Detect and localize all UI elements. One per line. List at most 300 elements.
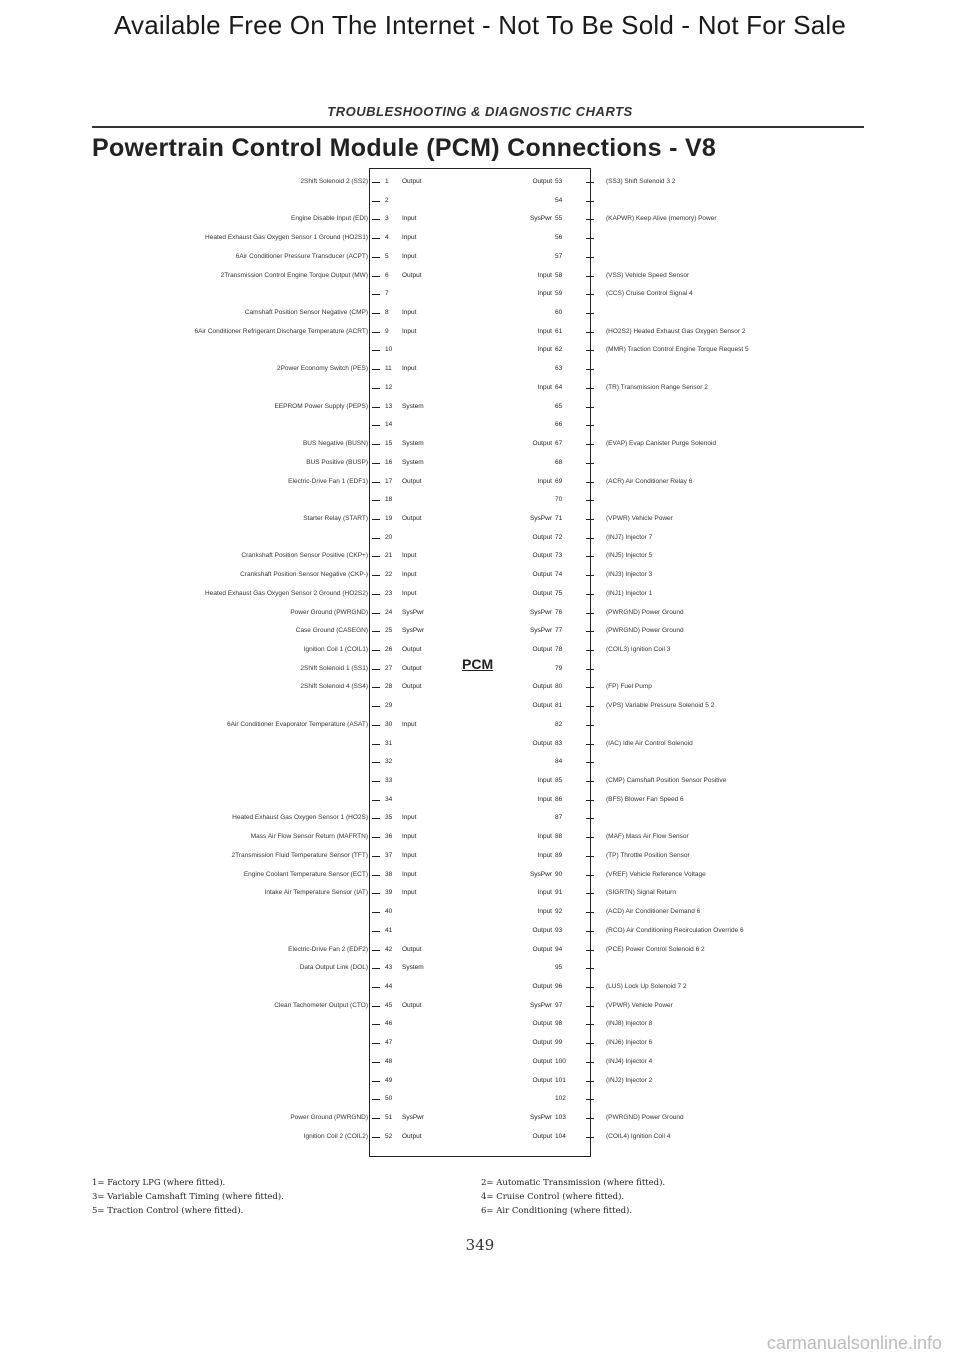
pin-connector-line bbox=[586, 201, 594, 202]
pin-description: EEPROM Power Supply (PEPS) bbox=[274, 402, 368, 410]
pin-number: 65 bbox=[555, 402, 563, 410]
pin-description: Starter Relay (START) bbox=[303, 514, 368, 522]
pin-number: 100 bbox=[555, 1057, 566, 1065]
pin-number: 93 bbox=[555, 926, 563, 934]
pin-number: 33 bbox=[385, 777, 393, 785]
pin-signal-type: Input bbox=[537, 777, 552, 785]
pin-description: (CCS) Cruise Control Signal 4 bbox=[606, 290, 693, 298]
pin-number: 88 bbox=[555, 833, 563, 841]
pin-number: 48 bbox=[385, 1057, 393, 1065]
pin-number: 62 bbox=[555, 346, 563, 354]
pin-signal-type: Output bbox=[532, 178, 552, 185]
footnotes-left bbox=[92, 1176, 284, 1218]
pin-signal-type: Output bbox=[402, 1001, 422, 1009]
pin-description: Camshaft Position Sensor Negative (CMP) bbox=[244, 309, 368, 317]
pin-signal-type: Input bbox=[537, 383, 552, 391]
pin-row bbox=[0, 809, 960, 827]
pin-row bbox=[0, 323, 960, 341]
pin-connector-line bbox=[372, 706, 380, 707]
pin-number: 85 bbox=[555, 777, 563, 785]
pin-row bbox=[0, 398, 960, 416]
pin-signal-type: Input bbox=[402, 720, 417, 728]
pcm-label: PCM bbox=[462, 656, 494, 672]
pin-number: 16 bbox=[385, 458, 393, 466]
pin-connector-line bbox=[586, 500, 594, 501]
pin-row bbox=[0, 267, 960, 285]
pin-signal-type: Output bbox=[532, 739, 552, 747]
pin-number: 11 bbox=[385, 365, 392, 373]
pin-connector-line bbox=[372, 893, 380, 894]
pin-number: 43 bbox=[385, 964, 393, 972]
pin-connector-line bbox=[372, 594, 380, 595]
pin-number: 15 bbox=[385, 440, 393, 448]
pin-connector-line bbox=[372, 369, 380, 370]
pin-number: 69 bbox=[555, 477, 563, 485]
pin-signal-type: Input bbox=[537, 327, 552, 335]
pin-signal-type: Output bbox=[532, 1076, 552, 1084]
pin-signal-type: Output bbox=[402, 514, 422, 522]
pin-connector-line bbox=[586, 968, 594, 969]
pin-connector-line bbox=[372, 1118, 380, 1119]
pin-number: 51 bbox=[385, 1114, 393, 1121]
pin-connector-line bbox=[586, 1081, 594, 1082]
pin-connector-line bbox=[586, 313, 594, 314]
pin-description: Clean Tachometer Output (CTO) bbox=[274, 1001, 368, 1009]
pin-description: Mass Air Flow Sensor Return (MAFRTN) bbox=[250, 833, 368, 841]
pin-signal-type: Input bbox=[537, 271, 552, 279]
pin-description: BUS Positive (BUSP) bbox=[306, 458, 368, 466]
pin-row bbox=[0, 304, 960, 322]
pin-number: 73 bbox=[555, 552, 563, 560]
pin-number: 86 bbox=[555, 795, 563, 803]
pin-description: (VREF) Vehicle Reference Voltage bbox=[606, 870, 706, 878]
pin-description: (VPS) Variable Pressure Solenoid 5 2 bbox=[606, 702, 715, 710]
pin-connector-line bbox=[586, 182, 594, 183]
pin-description: (PWRGND) Power Ground bbox=[606, 1114, 684, 1121]
pin-row bbox=[0, 903, 960, 921]
pin-row bbox=[0, 753, 960, 771]
pin-number: 101 bbox=[555, 1076, 566, 1084]
pin-signal-type: Input bbox=[537, 833, 552, 841]
pin-row bbox=[0, 547, 960, 565]
pin-connector-line bbox=[372, 725, 380, 726]
pin-signal-type: Input bbox=[402, 833, 417, 841]
pin-number: 50 bbox=[385, 1095, 393, 1103]
pin-row bbox=[0, 697, 960, 715]
pin-description: Power Ground (PWRGND) bbox=[290, 608, 368, 616]
pin-number: 53 bbox=[555, 178, 563, 185]
pin-number: 14 bbox=[385, 421, 393, 429]
pin-row bbox=[0, 1128, 960, 1146]
pin-number: 23 bbox=[385, 589, 393, 597]
pin-description: (RCO) Air Conditioning Recirculation Override 6 bbox=[606, 926, 744, 934]
pin-description: Ignition Coil 2 (COIL2) bbox=[303, 1132, 368, 1140]
pin-number: 70 bbox=[555, 496, 563, 504]
pin-connector-line bbox=[586, 1118, 594, 1119]
footnote: 4= Cruise Control (where fitted). bbox=[481, 1192, 625, 1202]
pin-connector-line bbox=[372, 1099, 380, 1100]
pin-number: 25 bbox=[385, 627, 393, 635]
pin-row bbox=[0, 360, 960, 378]
pin-connector-line bbox=[586, 1006, 594, 1007]
pin-connector-line bbox=[586, 219, 594, 220]
pin-row bbox=[0, 435, 960, 453]
pin-signal-type: Output bbox=[402, 271, 422, 279]
pin-connector-line bbox=[372, 1024, 380, 1025]
pin-connector-line bbox=[372, 463, 380, 464]
pin-signal-type: Output bbox=[532, 646, 552, 653]
pin-signal-type: Input bbox=[402, 851, 417, 859]
pin-number: 103 bbox=[555, 1114, 566, 1121]
pin-description: Electric-Drive Fan 1 (EDF1) bbox=[288, 477, 368, 485]
footnote: 5= Traction Control (where fitted). bbox=[92, 1206, 244, 1216]
pin-connector-line bbox=[372, 1062, 380, 1063]
pin-description: (BFS) Blower Fan Speed 6 bbox=[606, 795, 684, 803]
page-number: 349 bbox=[465, 1236, 495, 1254]
pin-row bbox=[0, 959, 960, 977]
pin-description: Electric-Drive Fan 2 (EDF2) bbox=[288, 945, 368, 953]
pin-signal-type: Output bbox=[532, 589, 552, 597]
pin-connector-line bbox=[586, 463, 594, 464]
pin-connector-line bbox=[586, 407, 594, 408]
pin-connector-line bbox=[372, 1043, 380, 1044]
pin-connector-line bbox=[372, 613, 380, 614]
pin-signal-type: Output bbox=[532, 945, 552, 953]
pin-connector-line bbox=[372, 1081, 380, 1082]
header-rule bbox=[92, 126, 864, 128]
pin-number: 20 bbox=[385, 533, 393, 541]
pin-description: (PWRGND) Power Ground bbox=[606, 627, 684, 635]
footnote: 6= Air Conditioning (where fitted). bbox=[481, 1206, 633, 1216]
pin-connector-line bbox=[372, 332, 380, 333]
pin-signal-type: SysPwr bbox=[402, 627, 425, 635]
pin-row bbox=[0, 529, 960, 547]
footnote: 2= Automatic Transmission (where fitted). bbox=[481, 1178, 666, 1188]
pin-description: (SIGRTN) Signal Return bbox=[606, 889, 676, 897]
pin-description: Intake Air Temperature Sensor (IAT) bbox=[264, 889, 368, 897]
pin-number: 24 bbox=[385, 608, 393, 616]
pin-description: (INJ5) Injector 5 bbox=[606, 552, 653, 560]
pin-connector-line bbox=[586, 987, 594, 988]
pin-signal-type: Input bbox=[402, 365, 417, 373]
footnote: 1= Factory LPG (where fitted). bbox=[92, 1178, 226, 1188]
pin-number: 83 bbox=[555, 739, 563, 747]
pin-signal-type: SysPwr bbox=[529, 608, 552, 616]
pin-number: 68 bbox=[555, 458, 563, 466]
pin-connector-line bbox=[586, 276, 594, 277]
pin-description: 6Air Conditioner Evaporator Temperature (ASAT) bbox=[226, 720, 368, 728]
pin-connector-line bbox=[372, 388, 380, 389]
pin-connector-line bbox=[372, 818, 380, 819]
pin-signal-type: Output bbox=[532, 982, 552, 990]
pin-number: 60 bbox=[555, 309, 563, 317]
pin-signal-type: Input bbox=[537, 851, 552, 859]
pin-row bbox=[0, 997, 960, 1015]
pin-number: 92 bbox=[555, 908, 563, 916]
pin-connector-line bbox=[586, 1062, 594, 1063]
pin-connector-line bbox=[372, 762, 380, 763]
pin-connector-line bbox=[372, 968, 380, 969]
pin-number: 94 bbox=[555, 945, 563, 953]
pin-row bbox=[0, 510, 960, 528]
pin-row bbox=[0, 716, 960, 734]
pin-description: (HO2S2) Heated Exhaust Gas Oxygen Sensor 2 bbox=[606, 327, 746, 335]
pin-description: (SS3) Shift Solenoid 3 2 bbox=[606, 178, 676, 185]
pin-description: (MAF) Mass Air Flow Sensor bbox=[606, 833, 689, 841]
pin-connector-line bbox=[586, 706, 594, 707]
pin-connector-line bbox=[372, 425, 380, 426]
pin-number: 45 bbox=[385, 1001, 393, 1009]
pin-row bbox=[0, 641, 960, 659]
pin-connector-line bbox=[372, 407, 380, 408]
pin-description: 6Air Conditioner Refrigerant Discharge Temperature (ACRT) bbox=[194, 327, 368, 335]
pin-connector-line bbox=[372, 556, 380, 557]
pin-description: (COIL4) Ignition Coil 4 bbox=[606, 1132, 671, 1140]
pin-signal-type: Output bbox=[532, 571, 552, 579]
pin-row bbox=[0, 735, 960, 753]
pin-signal-type: Input bbox=[402, 571, 417, 579]
pin-description: (CMP) Camshaft Position Sensor Positive bbox=[606, 777, 727, 785]
pin-number: 47 bbox=[385, 1039, 393, 1047]
pin-signal-type: Output bbox=[402, 683, 422, 691]
pin-number: 71 bbox=[555, 514, 563, 522]
pin-row bbox=[0, 248, 960, 266]
pin-row bbox=[0, 660, 960, 678]
pin-signal-type: Input bbox=[537, 477, 552, 485]
pin-row bbox=[0, 285, 960, 303]
pin-signal-type: Input bbox=[537, 795, 552, 803]
pin-description: 2Shift Solenoid 4 (SS4) bbox=[300, 683, 368, 691]
pin-number: 82 bbox=[555, 720, 563, 728]
pin-number: 29 bbox=[385, 702, 393, 710]
pin-connector-line bbox=[586, 613, 594, 614]
pin-number: 58 bbox=[555, 271, 563, 279]
pin-signal-type: Input bbox=[402, 327, 417, 335]
pin-number: 27 bbox=[385, 664, 393, 672]
pin-description: (PCE) Power Control Solenoid 6 2 bbox=[606, 945, 705, 953]
pin-description: (VPWR) Vehicle Power bbox=[606, 1001, 673, 1009]
pin-connector-line bbox=[372, 500, 380, 501]
pin-connector-line bbox=[372, 276, 380, 277]
pin-signal-type: Output bbox=[402, 646, 422, 653]
pin-connector-line bbox=[586, 556, 594, 557]
pin-number: 99 bbox=[555, 1039, 563, 1047]
pin-number: 8 bbox=[385, 309, 389, 317]
pin-row bbox=[0, 173, 960, 191]
pin-number: 89 bbox=[555, 851, 563, 859]
pin-connector-line bbox=[372, 950, 380, 951]
pin-number: 95 bbox=[555, 964, 563, 972]
pin-signal-type: Input bbox=[537, 346, 552, 354]
pin-row bbox=[0, 828, 960, 846]
pin-number: 44 bbox=[385, 982, 393, 990]
pin-signal-type: Input bbox=[537, 290, 552, 298]
pin-number: 90 bbox=[555, 870, 563, 878]
pin-connector-line bbox=[586, 950, 594, 951]
pin-row bbox=[0, 1034, 960, 1052]
pin-connector-line bbox=[372, 837, 380, 838]
section-header: TROUBLESHOOTING & DIAGNOSTIC CHARTS bbox=[327, 104, 633, 119]
pin-signal-type: Output bbox=[532, 1020, 552, 1028]
pin-connector-line bbox=[586, 893, 594, 894]
pin-description: (COIL3) Ignition Coil 3 bbox=[606, 646, 671, 653]
pin-number: 37 bbox=[385, 851, 393, 859]
pin-signal-type: Input bbox=[402, 814, 417, 822]
pin-description: (MMR) Traction Control Engine Torque Request 5 bbox=[606, 346, 749, 354]
pin-description: (INJ8) Injector 8 bbox=[606, 1020, 653, 1028]
pin-row bbox=[0, 1053, 960, 1071]
pin-description: (EVAP) Evap Canister Purge Solenoid bbox=[606, 440, 717, 448]
footnote: 3= Variable Camshaft Timing (where fitted). bbox=[92, 1192, 284, 1202]
pin-number: 26 bbox=[385, 646, 393, 653]
pin-connector-line bbox=[586, 369, 594, 370]
pin-connector-line bbox=[586, 818, 594, 819]
pin-row bbox=[0, 622, 960, 640]
pin-connector-line bbox=[586, 257, 594, 258]
pin-row bbox=[0, 604, 960, 622]
pin-row bbox=[0, 1109, 960, 1127]
pin-number: 76 bbox=[555, 608, 563, 616]
pin-signal-type: Output bbox=[402, 477, 422, 485]
pin-row bbox=[0, 847, 960, 865]
pin-number: 57 bbox=[555, 252, 563, 260]
pin-number: 13 bbox=[385, 402, 393, 410]
pin-row bbox=[0, 341, 960, 359]
pin-connector-line bbox=[372, 444, 380, 445]
pin-connector-line bbox=[372, 856, 380, 857]
pin-connector-line bbox=[372, 238, 380, 239]
pin-signal-type: SysPwr bbox=[402, 1114, 425, 1121]
pin-connector-line bbox=[372, 201, 380, 202]
pin-number: 40 bbox=[385, 908, 393, 916]
pin-row bbox=[0, 866, 960, 884]
pin-description: (TR) Transmission Range Sensor 2 bbox=[606, 383, 708, 391]
pin-connector-line bbox=[586, 538, 594, 539]
pin-connector-line bbox=[586, 762, 594, 763]
pin-description: Power Ground (PWRGND) bbox=[290, 1114, 368, 1121]
pin-signal-type: Output bbox=[532, 440, 552, 448]
pin-number: 54 bbox=[555, 196, 563, 204]
pin-number: 4 bbox=[385, 234, 389, 242]
pin-signal-type: Output bbox=[532, 1132, 552, 1140]
pin-number: 39 bbox=[385, 889, 393, 897]
pin-number: 77 bbox=[555, 627, 563, 635]
pin-number: 67 bbox=[555, 440, 563, 448]
pin-signal-type: SysPwr bbox=[402, 608, 425, 616]
pin-row bbox=[0, 884, 960, 902]
pin-description: (INJ4) Injector 4 bbox=[606, 1057, 653, 1065]
pin-number: 21 bbox=[385, 552, 393, 560]
pin-description: 2Shift Solenoid 2 (SS2) bbox=[300, 178, 368, 185]
pin-connector-line bbox=[372, 538, 380, 539]
pin-number: 96 bbox=[555, 982, 563, 990]
pin-connector-line bbox=[586, 856, 594, 857]
pin-description: Crankshaft Position Sensor Positive (CKP+) bbox=[241, 552, 368, 560]
pin-number: 78 bbox=[555, 646, 563, 653]
pin-number: 91 bbox=[555, 889, 563, 897]
pin-connector-line bbox=[372, 800, 380, 801]
pin-description: Crankshaft Position Sensor Negative (CKP-) bbox=[240, 571, 368, 579]
pin-connector-line bbox=[586, 687, 594, 688]
pin-signal-type: SysPwr bbox=[529, 870, 552, 878]
pin-signal-type: SysPwr bbox=[529, 1114, 552, 1121]
pin-description: (LUS) Lock Up Solenoid 7 2 bbox=[606, 982, 687, 990]
pin-connector-line bbox=[586, 482, 594, 483]
pin-signal-type: Input bbox=[402, 252, 417, 260]
pin-description: Data Output Link (DOL) bbox=[299, 964, 368, 972]
pin-number: 7 bbox=[385, 290, 389, 298]
pin-number: 61 bbox=[555, 327, 563, 335]
pin-connector-line bbox=[372, 1006, 380, 1007]
pin-description: Engine Disable Input (EDI) bbox=[291, 215, 368, 223]
pin-connector-line bbox=[586, 1024, 594, 1025]
pin-signal-type: System bbox=[402, 402, 424, 410]
pin-connector-line bbox=[586, 1043, 594, 1044]
pin-number: 64 bbox=[555, 383, 563, 391]
pin-signal-type: Output bbox=[402, 178, 422, 185]
pin-connector-line bbox=[586, 781, 594, 782]
pin-description: (TP) Throttle Position Sensor bbox=[606, 851, 690, 859]
pin-row bbox=[0, 192, 960, 210]
pin-description: (PWRGND) Power Ground bbox=[606, 608, 684, 616]
pin-row bbox=[0, 941, 960, 959]
pin-number: 75 bbox=[555, 589, 563, 597]
pin-connector-line bbox=[586, 631, 594, 632]
pin-signal-type: Output bbox=[402, 945, 422, 953]
pin-connector-line bbox=[372, 987, 380, 988]
pin-description: (INJ7) Injector 7 bbox=[606, 533, 653, 541]
pin-connector-line bbox=[586, 425, 594, 426]
pin-connector-line bbox=[586, 875, 594, 876]
pin-number: 98 bbox=[555, 1020, 563, 1028]
pin-number: 28 bbox=[385, 683, 393, 691]
pin-connector-line bbox=[372, 669, 380, 670]
pin-description: Heated Exhaust Gas Oxygen Sensor 1 Ground (HO2S1) bbox=[205, 234, 368, 242]
pin-description: 2Power Economy Switch (PES) bbox=[276, 365, 368, 373]
pin-description: (INJ6) Injector 6 bbox=[606, 1039, 653, 1047]
pin-number: 18 bbox=[385, 496, 393, 504]
pin-description: 2Transmission Control Engine Torque Output (MW) bbox=[220, 271, 368, 279]
pin-description: BUS Negative (BUSN) bbox=[302, 440, 368, 448]
pin-number: 34 bbox=[385, 795, 393, 803]
pin-number: 17 bbox=[385, 477, 393, 485]
pin-signal-type: SysPwr bbox=[529, 627, 552, 635]
watermark: carmanualsonline.info bbox=[766, 1333, 942, 1353]
pin-description: Case Ground (CASEGN) bbox=[295, 627, 368, 635]
pin-row bbox=[0, 772, 960, 790]
pin-row bbox=[0, 566, 960, 584]
pin-signal-type: SysPwr bbox=[529, 215, 552, 223]
pin-connector-line bbox=[372, 519, 380, 520]
pin-number: 5 bbox=[385, 252, 389, 260]
pin-number: 104 bbox=[555, 1132, 566, 1140]
pin-row bbox=[0, 978, 960, 996]
pin-number: 87 bbox=[555, 814, 563, 822]
pin-signal-type: Input bbox=[402, 889, 417, 897]
pin-signal-type: Input bbox=[402, 309, 417, 317]
pin-number: 30 bbox=[385, 720, 393, 728]
pin-connector-line bbox=[586, 669, 594, 670]
pin-connector-line bbox=[586, 912, 594, 913]
pin-description: (VPWR) Vehicle Power bbox=[606, 514, 673, 522]
pin-row bbox=[0, 210, 960, 228]
pin-number: 31 bbox=[385, 739, 393, 747]
pin-row bbox=[0, 454, 960, 472]
pin-row bbox=[0, 379, 960, 397]
pin-number: 72 bbox=[555, 533, 563, 541]
pin-connector-line bbox=[586, 444, 594, 445]
footnotes-right bbox=[481, 1176, 665, 1218]
